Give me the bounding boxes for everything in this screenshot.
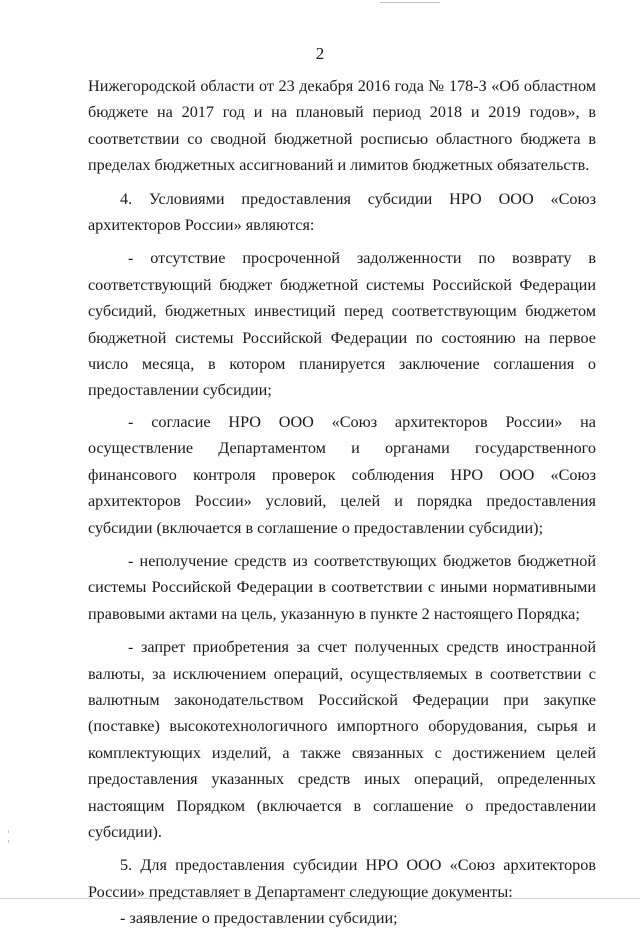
left-margin-mark: [8, 840, 9, 843]
paragraph-section-4: 4. Условиями предоставления субсидии НРО ООО «Союз архитекторов России» являются:: [88, 189, 596, 235]
list-item-no-debt: - отсутствие просроченной задолженности по возврату в соответствующий бюджет бюджетной системы Российской Федерации субсидий, бюджетных инвестиций перед соответствующим бюджетом бюджетной системы Российской Федерации по состоянию на первое число месяца, в котором планируется заключение соглашения о предоставлении субсидии;: [88, 249, 596, 400]
paragraph-budget-law: Нижегородской области от 23 декабря 2016 года № 178-З «Об областном бюджете на 2017 год и на плановый период 2018 и 2019 годов», в соответствии со сводной бюджетной росписью областного бюджета в пределах бюджетных ассигнований и лимитов бюджетных обязательств.: [88, 77, 596, 175]
list-item-no-funds: - неполучение средств из соответствующих бюджетов бюджетной системы Российской Федерации в соответствии с иными нормативными правовыми актами на цель, указанную в пункте 2 настоящего Порядка;: [88, 551, 596, 623]
left-margin-mark: [8, 830, 9, 833]
paragraph-section-5: 5. Для предоставления субсидии НРО ООО «Союз архитекторов России» представляет в Департамент следующие документы:: [88, 856, 596, 901]
page-number: 2: [315, 44, 325, 63]
list-item-currency-ban: - запрет приобретения за счет полученных средств иностранной валюты, за исключением операций, осуществляемых в соответствии с валютным законодательством Российской Федерации при закупке (поставке) высокотехнологичного импортного оборудования, сырья и комплектующих изделий, а также связанных с достижением целей предоставления указанных средств иных операций, определенных настоящим Порядком (включается в соглашение о предоставлении субсидии).: [88, 638, 596, 841]
list-item-application: - заявление о предоставлении субсидии;: [120, 909, 398, 928]
list-item-consent: - согласие НРО ООО «Союз архитекторов России» на осуществление Департаментом и органами государственного финансового контроля проверок соблюдения НРО ООО «Союз архитекторов России» условий, целей и порядка предоставления субсидии (включается в соглашение о предоставлении субсидии);: [88, 412, 596, 537]
document-body: [88, 73, 596, 932]
top-scan-edge: [380, 2, 440, 3]
